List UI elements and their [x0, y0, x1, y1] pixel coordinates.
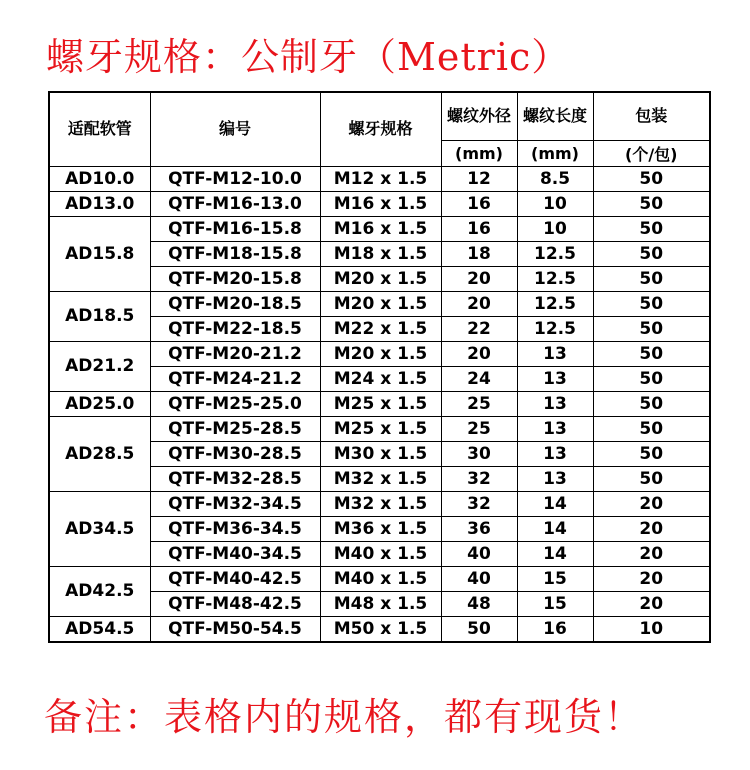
pack-cell: 20 [593, 516, 710, 541]
code-cell: QTF-M25-28.5 [150, 416, 320, 441]
od-cell: 12 [441, 166, 517, 191]
od-cell: 20 [441, 291, 517, 316]
thread-cell: M25 x 1.5 [320, 416, 441, 441]
table-row [49, 491, 710, 516]
pack-cell: 50 [593, 191, 710, 216]
pack-cell: 50 [593, 341, 710, 366]
hose-cell: AD25.0 [49, 391, 150, 416]
thread-cell: M12 x 1.5 [320, 166, 441, 191]
code-cell: QTF-M18-15.8 [150, 241, 320, 266]
spec-table [48, 91, 711, 643]
thread-cell: M20 x 1.5 [320, 341, 441, 366]
code-cell: QTF-M20-18.5 [150, 291, 320, 316]
code-cell: QTF-M20-15.8 [150, 266, 320, 291]
len-cell: 15 [517, 566, 593, 591]
code-cell: QTF-M22-18.5 [150, 316, 320, 341]
pack-cell: 20 [593, 591, 710, 616]
thread-cell: M32 x 1.5 [320, 466, 441, 491]
code-cell: QTF-M24-21.2 [150, 366, 320, 391]
pack-cell: 20 [593, 566, 710, 591]
header-od: 螺纹外径 [441, 92, 517, 140]
thread-cell: M22 x 1.5 [320, 316, 441, 341]
thread-cell: M50 x 1.5 [320, 616, 441, 642]
len-cell: 14 [517, 491, 593, 516]
code-cell: QTF-M48-42.5 [150, 591, 320, 616]
thread-cell: M20 x 1.5 [320, 291, 441, 316]
table-row [49, 291, 710, 316]
code-cell: QTF-M40-42.5 [150, 566, 320, 591]
pack-cell: 50 [593, 241, 710, 266]
pack-cell: 50 [593, 316, 710, 341]
hose-cell: AD54.5 [49, 616, 150, 642]
len-cell: 14 [517, 541, 593, 566]
od-cell: 16 [441, 191, 517, 216]
od-cell: 36 [441, 516, 517, 541]
pack-cell: 50 [593, 441, 710, 466]
hose-cell: AD28.5 [49, 416, 150, 491]
len-cell: 12.5 [517, 266, 593, 291]
thread-cell: M20 x 1.5 [320, 266, 441, 291]
thread-cell: M40 x 1.5 [320, 566, 441, 591]
spec-table-body [49, 166, 710, 642]
pack-cell: 20 [593, 491, 710, 516]
od-cell: 18 [441, 241, 517, 266]
header-code: 编号 [150, 92, 320, 166]
len-cell: 13 [517, 416, 593, 441]
pack-cell: 50 [593, 216, 710, 241]
len-cell: 12.5 [517, 316, 593, 341]
pack-cell: 50 [593, 166, 710, 191]
table-row [49, 216, 710, 241]
code-cell: QTF-M40-34.5 [150, 541, 320, 566]
thread-cell: M40 x 1.5 [320, 541, 441, 566]
table-row [49, 191, 710, 216]
footer-note: 备注：表格内的规格，都有现货！ [44, 695, 645, 739]
od-cell: 20 [441, 266, 517, 291]
len-cell: 13 [517, 441, 593, 466]
pack-cell: 50 [593, 466, 710, 491]
len-cell: 10 [517, 216, 593, 241]
page-title: 螺牙规格：公制牙（Metric） [46, 35, 571, 79]
pack-cell: 10 [593, 616, 710, 642]
thread-cell: M18 x 1.5 [320, 241, 441, 266]
code-cell: QTF-M25-25.0 [150, 391, 320, 416]
code-cell: QTF-M20-21.2 [150, 341, 320, 366]
code-cell: QTF-M16-15.8 [150, 216, 320, 241]
hose-cell: AD18.5 [49, 291, 150, 341]
thread-cell: M24 x 1.5 [320, 366, 441, 391]
thread-cell: M16 x 1.5 [320, 191, 441, 216]
pack-cell: 20 [593, 541, 710, 566]
code-cell: QTF-M36-34.5 [150, 516, 320, 541]
thread-cell: M25 x 1.5 [320, 391, 441, 416]
header-hose: 适配软管 [49, 92, 150, 166]
unit-od: (mm) [441, 140, 517, 166]
thread-cell: M36 x 1.5 [320, 516, 441, 541]
hose-cell: AD10.0 [49, 166, 150, 191]
table-row [49, 416, 710, 441]
hose-cell: AD15.8 [49, 216, 150, 291]
len-cell: 13 [517, 391, 593, 416]
len-cell: 8.5 [517, 166, 593, 191]
od-cell: 48 [441, 591, 517, 616]
len-cell: 12.5 [517, 241, 593, 266]
pack-cell: 50 [593, 416, 710, 441]
od-cell: 16 [441, 216, 517, 241]
code-cell: QTF-M32-34.5 [150, 491, 320, 516]
od-cell: 25 [441, 416, 517, 441]
od-cell: 25 [441, 391, 517, 416]
header-pack: 包装 [593, 92, 710, 140]
code-cell: QTF-M30-28.5 [150, 441, 320, 466]
code-cell: QTF-M16-13.0 [150, 191, 320, 216]
len-cell: 14 [517, 516, 593, 541]
od-cell: 40 [441, 566, 517, 591]
hose-cell: AD21.2 [49, 341, 150, 391]
table-row [49, 391, 710, 416]
pack-cell: 50 [593, 391, 710, 416]
thread-cell: M16 x 1.5 [320, 216, 441, 241]
unit-len: (mm) [517, 140, 593, 166]
od-cell: 32 [441, 491, 517, 516]
len-cell: 16 [517, 616, 593, 642]
len-cell: 15 [517, 591, 593, 616]
thread-cell: M30 x 1.5 [320, 441, 441, 466]
od-cell: 24 [441, 366, 517, 391]
hose-cell: AD13.0 [49, 191, 150, 216]
len-cell: 10 [517, 191, 593, 216]
len-cell: 13 [517, 341, 593, 366]
len-cell: 13 [517, 366, 593, 391]
header-thread: 螺牙规格 [320, 92, 441, 166]
unit-pack: (个/包) [593, 140, 710, 166]
od-cell: 22 [441, 316, 517, 341]
hose-cell: AD42.5 [49, 566, 150, 616]
len-cell: 12.5 [517, 291, 593, 316]
pack-cell: 50 [593, 291, 710, 316]
code-cell: QTF-M12-10.0 [150, 166, 320, 191]
code-cell: QTF-M50-54.5 [150, 616, 320, 642]
pack-cell: 50 [593, 366, 710, 391]
table-row [49, 166, 710, 191]
hose-cell: AD34.5 [49, 491, 150, 566]
od-cell: 20 [441, 341, 517, 366]
thread-cell: M32 x 1.5 [320, 491, 441, 516]
pack-cell: 50 [593, 266, 710, 291]
len-cell: 13 [517, 466, 593, 491]
od-cell: 32 [441, 466, 517, 491]
code-cell: QTF-M32-28.5 [150, 466, 320, 491]
table-row [49, 566, 710, 591]
od-cell: 40 [441, 541, 517, 566]
od-cell: 50 [441, 616, 517, 642]
thread-cell: M48 x 1.5 [320, 591, 441, 616]
table-row [49, 341, 710, 366]
table-row [49, 616, 710, 642]
header-len: 螺纹长度 [517, 92, 593, 140]
od-cell: 30 [441, 441, 517, 466]
